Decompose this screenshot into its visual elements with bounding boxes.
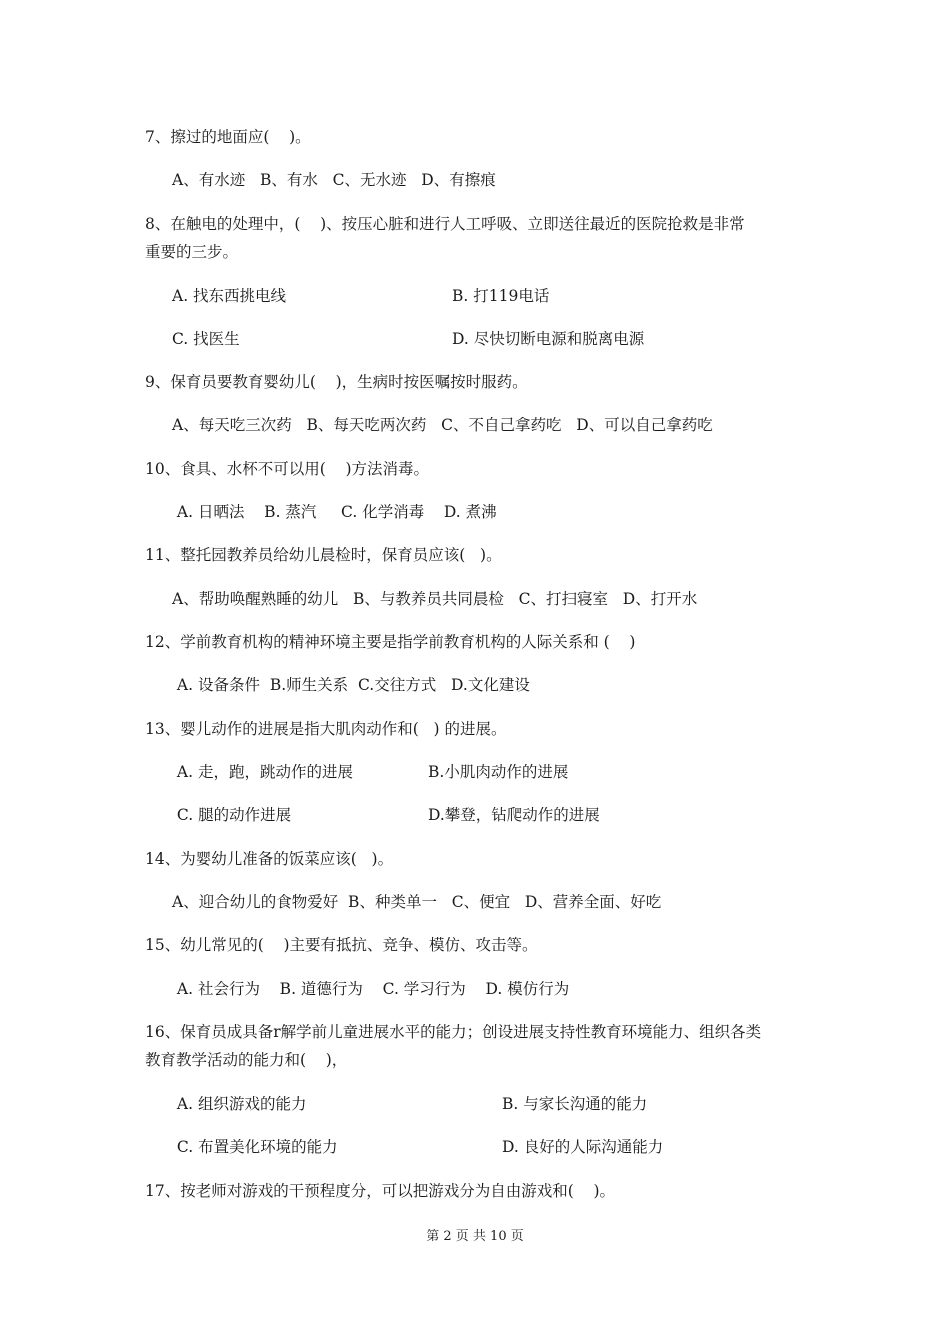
question-text: 10、食具、水杯不可以用( )方法消毒。 — [145, 460, 430, 478]
question-options: A、有水迹 B、有水 C、无水迹 D、有擦痕 — [172, 171, 496, 189]
option-a: A. 组织游戏的能力 — [172, 1095, 307, 1113]
page-footer: 第 2 页 共 10 页 — [426, 1229, 524, 1244]
option-d: D. 尽快切断电源和脱离电源 — [452, 330, 645, 348]
question-text: 7、擦过的地面应( )。 — [145, 128, 311, 146]
question-text-cont: 教育教学活动的能力和( )， — [145, 1051, 348, 1069]
option-a: A. 走，跑，跳动作的进展 — [172, 763, 353, 781]
question-options: A. 日晒法 B. 蒸汽 C. 化学消毒 D. 煮沸 — [172, 503, 497, 521]
option-d: D. 良好的人际沟通能力 — [502, 1138, 664, 1156]
question-text: 8、在触电的处理中，( )、按压心脏和进行人工呼吸、立即送往最近的医院抢救是非常 — [145, 215, 745, 233]
question-text: 17、按老师对游戏的干预程度分，可以把游戏分为自由游戏和( )。 — [145, 1182, 616, 1200]
option-d: D.攀登，钻爬动作的进展 — [428, 806, 600, 824]
question-options: A、迎合幼儿的食物爱好 B、种类单一 C、便宜 D、营养全面、好吃 — [172, 893, 662, 911]
question-text: 12、学前教育机构的精神环境主要是指学前教育机构的人际关系和 ( ) — [145, 633, 636, 651]
question-text-cont: 重要的三步。 — [145, 243, 239, 261]
question-text: 15、幼儿常见的( )主要有抵抗、竞争、模仿、攻击等。 — [145, 936, 538, 954]
question-options: A. 社会行为 B. 道德行为 C. 学习行为 D. 模仿行为 — [172, 980, 570, 998]
question-options: A、每天吃三次药 B、每天吃两次药 C、不自己拿药吃 D、可以自己拿药吃 — [172, 416, 713, 434]
option-b: B.小肌肉动作的进展 — [428, 763, 569, 781]
question-text: 13、婴儿动作的进展是指大肌肉动作和( ) 的进展。 — [145, 720, 507, 738]
question-text: 11、整托园教养员给幼儿晨检时，保育员应该( )。 — [145, 546, 502, 564]
option-a: A. 找东西挑电线 — [172, 287, 287, 305]
option-c: C. 腿的动作进展 — [172, 806, 292, 824]
question-text: 16、保育员成具备r解学前儿童进展水平的能力；创设进展支持性教育环境能力、组织各类 — [145, 1023, 762, 1041]
question-text: 9、保育员要教育婴幼儿( )，生病时按医嘱按时服药。 — [145, 373, 528, 391]
option-c: C. 找医生 — [172, 330, 240, 348]
question-text: 14、为婴幼儿准备的饭菜应该( )。 — [145, 850, 394, 868]
option-c: C. 布置美化环境的能力 — [172, 1138, 338, 1156]
question-options: A. 设备条件 B.师生关系 C.交往方式 D.文化建设 — [172, 676, 530, 694]
option-b: B. 与家长沟通的能力 — [502, 1095, 648, 1113]
option-b: B. 打119电话 — [452, 287, 550, 305]
question-options: A、帮助唤醒熟睡的幼儿 B、与教养员共同晨检 C、打扫寝室 D、打开水 — [172, 590, 698, 608]
